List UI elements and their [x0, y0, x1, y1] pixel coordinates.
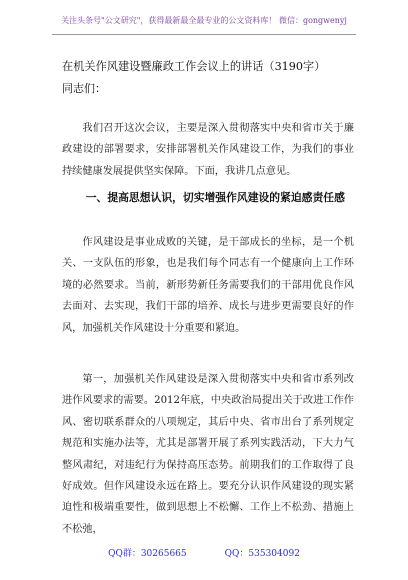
- qq-group-number: QQ群：30265665: [108, 549, 187, 559]
- document-title: 在机关作风建设暨廉政工作会议上的讲话（3190字）: [62, 60, 326, 73]
- header-divider: [52, 34, 356, 35]
- paragraph-2: 作风建设是事业成败的关键，是干部成长的坐标，是一个机关、一支队伍的形象，也是我们每个同志有一个健康向上工作环境的必然要求。当前，新形势新任务需要我们的干部用优良作风去面对、去实现，我们干部的培养、成长与进步更需要良好的作风，加强机关作风建设十分重要和紧迫。: [62, 237, 354, 334]
- paragraph-intro: 我们召开这次会议，主要是深入贯彻落实中央和省市关于廉政建设的部署要求，安排部署机关作风建设工作，为我们的事业持续健康发展提供坚实保障。下面，我讲几点意见。: [62, 123, 354, 177]
- salutation: 同志们：: [62, 82, 106, 95]
- section-heading: 一、提高思想认识，切实增强作风建设的紧迫感责任感: [85, 191, 345, 204]
- paragraph-3: 第一，加强机关作风建设是深入贯彻落实中央和省市系列改进作风要求的需要。2012年底，中央政治局提出关于改进工作作风、密切联系群众的八项规定，其后中央、省市出台了系列规定规范和实施办法等，尤其是部署开展了系列实践活动，下大力气整风肃纪，对违纪行为保持高压态势。前期我们的工作取得了良好成效。但作风建设永远在路上。要充分认识作风建设的现实紧迫性和极端重要性，做到思想上不松懈、工作上不松劲、措施上不松弛，: [62, 374, 354, 535]
- footer-contact: [0, 548, 408, 560]
- qq-number: QQ：535304092: [224, 549, 300, 559]
- header-banner: 关注头条号"公文研究"，获得最新最全最专业的公文资料库！ 微信：gongwenyj: [61, 16, 347, 25]
